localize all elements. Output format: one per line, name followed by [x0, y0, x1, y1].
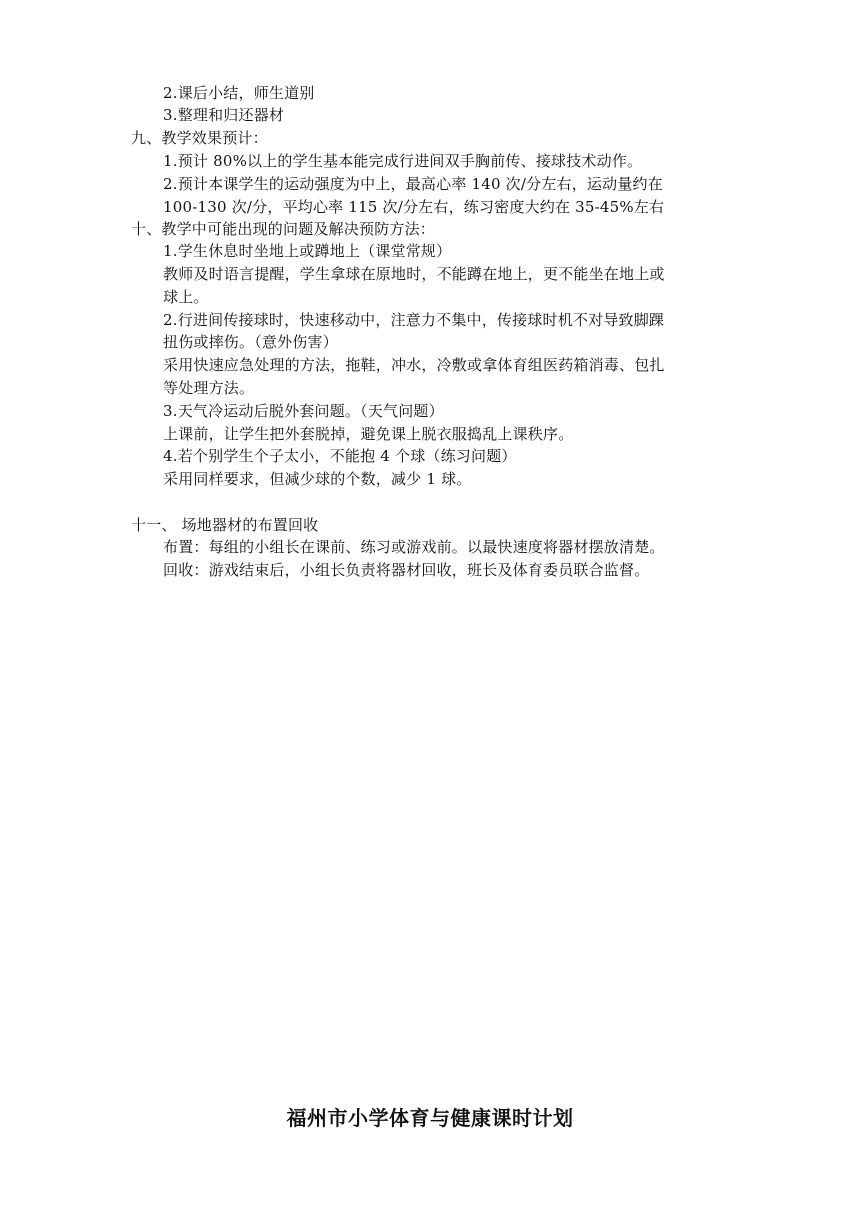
expected-outcome-2: 2.预计本课学生的运动强度为中上，最高心率 140 次/分左右，运动量约在	[163, 175, 663, 193]
problem-4: 4.若个别学生个子太小，不能抱 4 个球（练习问题）	[163, 447, 517, 465]
item-summary-farewell: 2.课后小结，师生道别	[163, 84, 315, 102]
solution-1: 教师及时语言提醒，学生拿球在原地时，不能蹲在地上，更不能坐在地上或	[163, 265, 665, 283]
problem-2-cont: 扭伤或摔伤。（意外伤害）	[163, 333, 338, 351]
expected-outcome-2-cont: 100-130 次/分，平均心率 115 次/分左右，练习密度大约在 35-45%左右	[163, 198, 665, 216]
section-heading-10: 十、教学中可能出现的问题及解决预防方法：	[131, 220, 436, 238]
solution-2-cont: 等处理方法。	[163, 379, 255, 397]
section-heading-11: 十一、 场地器材的布置回收	[131, 516, 319, 534]
solution-1-cont: 球上。	[163, 288, 209, 306]
collection-instructions: 回收：游戏结束后，小组长负责将器材回收，班长及体育委员联合监督。	[163, 561, 650, 579]
expected-outcome-1: 1.预计 80%以上的学生基本能完成行进间双手胸前传、接球技术动作。	[163, 152, 643, 170]
item-return-equipment: 3.整理和归还器材	[163, 106, 285, 124]
problem-3: 3.天气冷运动后脱外套问题。（天气问题）	[163, 402, 444, 420]
problem-1: 1.学生休息时坐地上或蹲地上（课堂常规）	[163, 242, 452, 260]
solution-2: 采用快速应急处理的方法，拖鞋，冲水，冷敷或拿体育组医药箱消毒、包扎	[163, 356, 665, 374]
section-heading-9: 九、教学效果预计：	[131, 129, 268, 147]
solution-3: 上课前，让学生把外套脱掉，避免课上脱衣服捣乱上课秩序。	[163, 425, 574, 443]
solution-4: 采用同样要求，但减少球的个数，减少 1 球。	[163, 470, 472, 488]
setup-instructions: 布置：每组的小组长在课前、练习或游戏前。以最快速度将器材摆放清楚。	[163, 538, 665, 556]
next-page-title: 福州市小学体育与健康课时计划	[286, 1106, 574, 1130]
problem-2: 2.行进间传接球时，快速移动中，注意力不集中，传接球时机不对导致脚踝	[163, 311, 665, 329]
